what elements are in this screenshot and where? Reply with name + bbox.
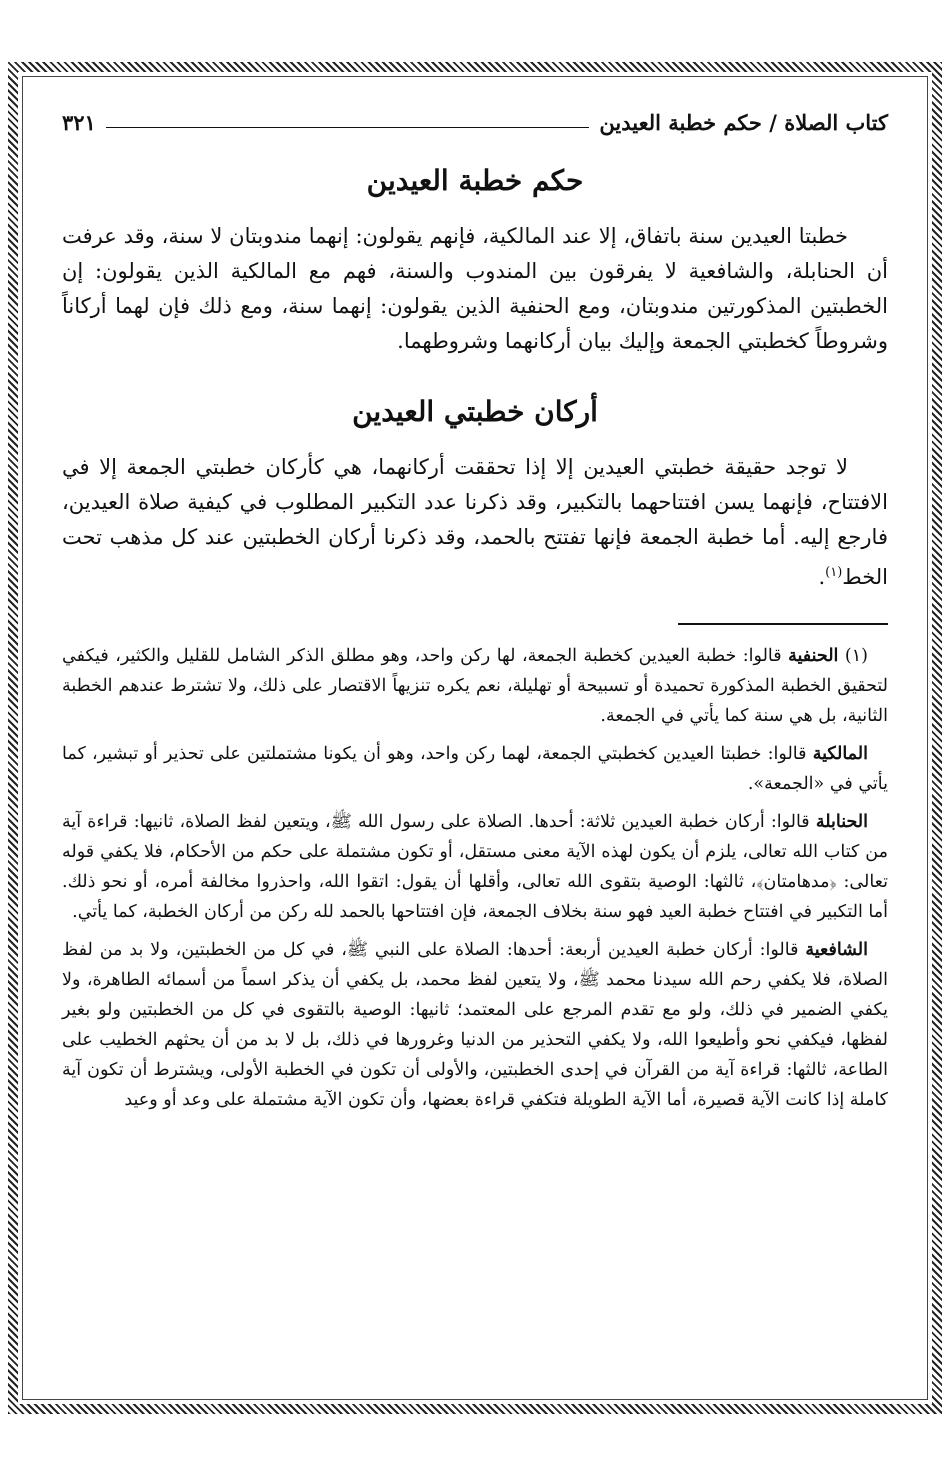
school-name: الشافعية xyxy=(805,940,868,960)
footnote-text: قالوا: خطبة العيدين كخطبة الجمعة، لها ركن واحد، وهو مطلق الذكر الشامل للقليل والكثير، فيكفي لتحقيق الخطبة المذكورة تحميدة أو تسبيحة أو تهليلة، نعم يكره تنزيهاً الاقتصار على ذلك، ولا تشترط عندهم الخطبة الثانية، بل هي سنة كما يأتي في الجمعة. xyxy=(62,646,888,726)
pillars-end: . xyxy=(818,565,826,589)
footnote-text: قالوا: أركان خطبة العيدين ثلاثة: أحدها. الصلاة على رسول الله ﷺ، ويتعين لفظ الصلاة، ثانيها: قراءة آية من كتاب الله تعالى، يلزم أن يكون لهذه الآية معنى مستقل، أو تكون مشتملة على حكم من الأحكام، فلا يكفي قوله تعالى: ﴿مدهامتان﴾، ثالثها: الوصية بتقوى الله تعالى، وأقلها أن يقول: اتقوا الله، واحذروا مخالفة أمره، أو نحو ذلك. أما التكبير في افتتاح خطبة العيد فهو سنة بخلاف الجمعة، فإن افتتاحها بالحمد لله ركن من أركان الخطبة، كما يأتي. xyxy=(62,812,888,922)
school-name: الحنفية xyxy=(788,646,839,666)
footnote-number: (١) xyxy=(844,646,868,666)
school-name: الحنابلة xyxy=(815,812,868,832)
footnote-maliki xyxy=(62,739,888,799)
running-header xyxy=(62,100,888,144)
page-number: ٣٢١ xyxy=(62,109,96,135)
section-text-ruling: خطبتا العيدين سنة باتفاق، إلا عند المالكية، فإنهم يقولون: إنهما مندوبتان لا سنة، وقد عرفت أن الحنابلة، والشافعية لا يفرقون بين المندوب والسنة، فهم مع المالكية الذين يقولون: إن الخطبتين المذكورتين مندوبتان، ومع الحنفية الذين يقولون: إنهما سنة، ومع ذلك فإن لهما أركاناً وشروطاً كخطبتي الجمعة وإليك بيان أركانهما وشروطهما. xyxy=(62,224,888,353)
footnote-text: قالوا: خطبتا العيدين كخطبتي الجمعة، لهما ركن واحد، وهو أن يكونا مشتملتين على تحذير أو تبشير، كما يأتي في «الجمعة». xyxy=(62,744,888,794)
footnote-reference[interactable]: (١) xyxy=(825,565,843,580)
footnote-shafii xyxy=(62,935,888,1115)
school-name: المالكية xyxy=(812,744,868,764)
section-title-pillars: أركان خطبتي العيدين xyxy=(352,395,598,428)
footnote-text: قالوا: أركان خطبة العيدين أربعة: أحدها: الصلاة على النبي ﷺ، في كل من الخطبتين، ولا بد من لفظ الصلاة، فلا يكفي رحم الله سيدنا محمد ﷺ، ولا يتعين لفظ محمد، بل يكفي أن يذكر اسماً من أسمائه الطاهرة، ولا يكفي الضمير في ذلك، ولو مع تقدم المرجع على المعتمد؛ ثانيها: الوصية بالتقوى في كل من الخطبتين ولو بغير لفظها، فيكفي نحو وأطيعوا الله، ولا يكفي التحذير من الدنيا وغرورها في ذلك، بل لا بد من أن يحثهم الخطيب على الطاعة، ثالثها: قراءة آية من القرآن في إحدى الخطبتين، والأولى أن تكون في الخطبة الأولى، ويشترط أن تكون آية كاملة إذا كانت الآية قصيرة، أما الآية الطويلة فتكفي قراءة بعضها، وأن تكون الآية مشتملة على وعد أو وعيد xyxy=(62,940,888,1110)
pillars-text: لا توجد حقيقة خطبتي العيدين إلا إذا تحققت أركانهما، هي كأركان خطبتي الجمعة إلا في الافتتاح، فإنهما يسن افتتاحهما بالتكبير، وقد ذكرنا عدد التكبير المطلوب في كيفية صلاة العيدين، فارجع إليه. أما خطبة الجمعة فإنها تفتتح بالحمد، وقد ذكرنا أركان الخطبتين عند كل مذهب تحت الخط xyxy=(62,455,888,589)
footnote-hanbali xyxy=(62,807,888,927)
chapter-title: كتاب الصلاة / حكم خطبة العيدين xyxy=(599,109,888,135)
section-text-pillars xyxy=(62,450,888,595)
page-content xyxy=(62,100,888,1370)
section-title-ruling: حكم خطبة العيدين xyxy=(366,164,584,197)
footnotes xyxy=(62,641,888,1115)
footnote-hanafi xyxy=(62,641,888,731)
header-rule xyxy=(106,127,590,128)
footnote-separator xyxy=(678,623,888,625)
